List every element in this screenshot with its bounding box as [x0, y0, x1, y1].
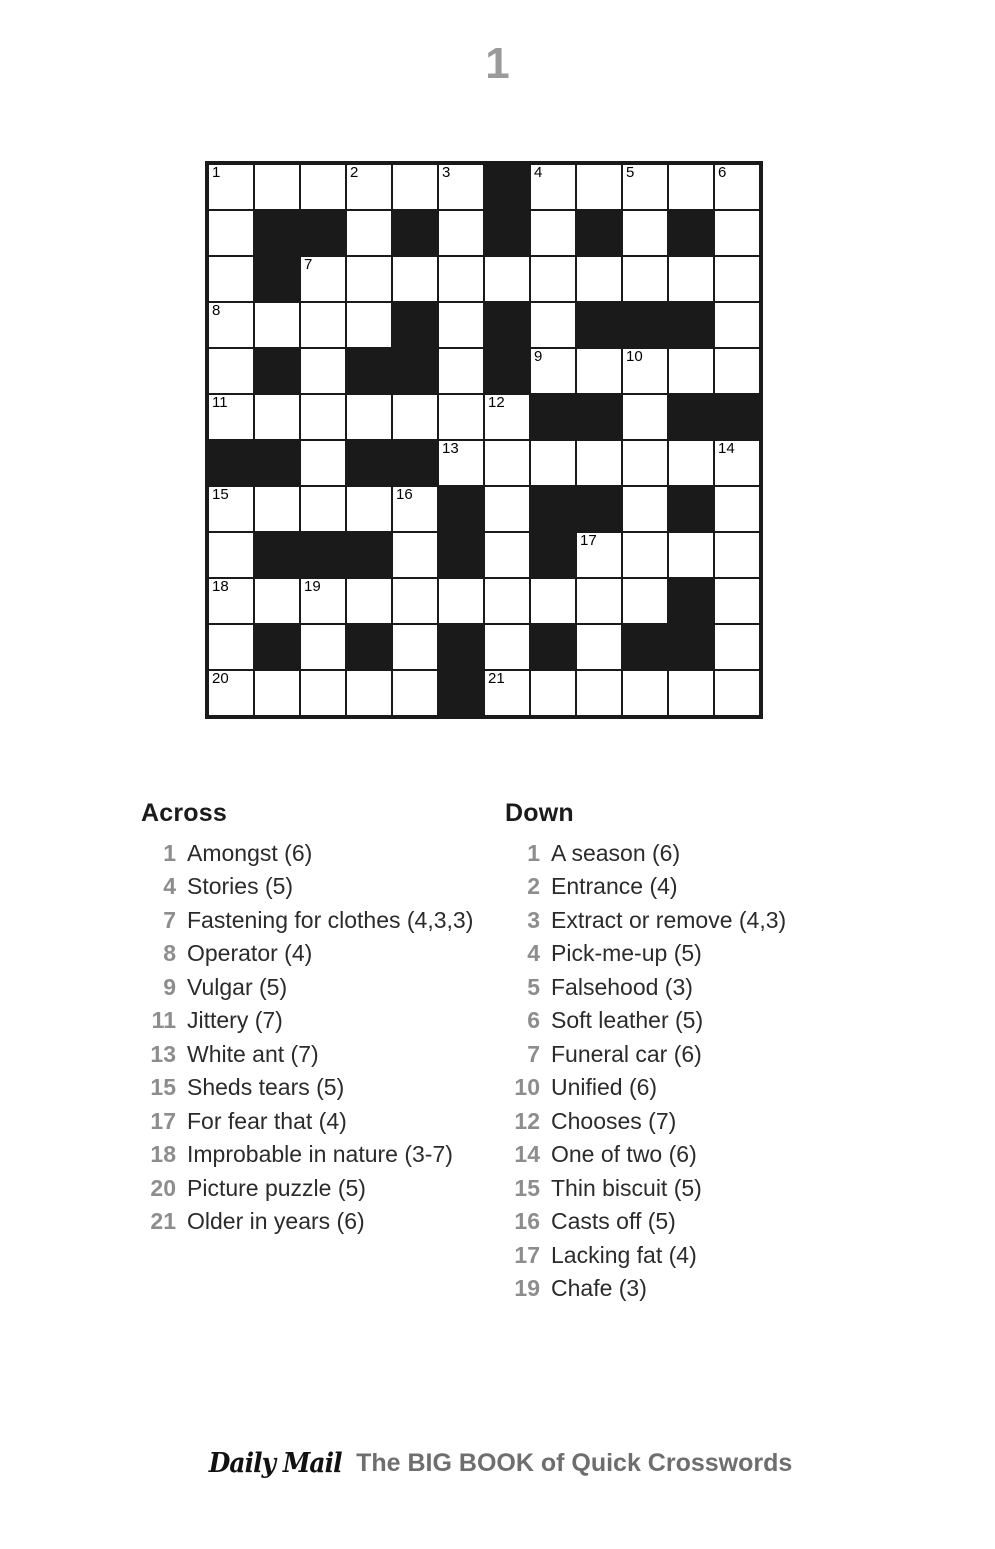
grid-letter-cell[interactable] [530, 440, 576, 486]
grid-cell-number: 17 [580, 532, 597, 549]
grid-block-cell [484, 210, 530, 256]
grid-letter-cell[interactable] [484, 532, 530, 578]
grid-letter-cell[interactable] [484, 440, 530, 486]
clue-item[interactable] [141, 937, 521, 971]
grid-letter-cell[interactable] [254, 578, 300, 624]
grid-letter-cell[interactable] [346, 578, 392, 624]
grid-letter-cell[interactable] [530, 670, 576, 717]
grid-letter-cell[interactable] [714, 256, 761, 302]
grid-letter-cell[interactable] [714, 670, 761, 717]
grid-block-cell [207, 440, 254, 486]
clue-number: 4 [527, 940, 540, 966]
grid-block-cell [530, 394, 576, 440]
grid-letter-cell[interactable] [622, 670, 668, 717]
grid-block-cell [392, 302, 438, 348]
across-clues-column [141, 800, 521, 1239]
grid-letter-cell[interactable] [254, 670, 300, 717]
grid-cell-number: 18 [212, 578, 229, 595]
grid-cell-number: 15 [212, 486, 229, 503]
clue-number: 15 [150, 1074, 176, 1100]
grid-cell-number: 21 [488, 670, 505, 687]
clue-number: 8 [163, 940, 176, 966]
grid-block-cell [530, 624, 576, 670]
grid-block-cell [438, 532, 484, 578]
crossword-row [207, 394, 761, 440]
grid-block-cell [346, 532, 392, 578]
clue-text: Jittery (7) [187, 1007, 283, 1033]
crossword-row [207, 532, 761, 578]
grid-block-cell [438, 486, 484, 532]
grid-letter-cell[interactable] [530, 578, 576, 624]
clue-item[interactable] [141, 1038, 521, 1072]
grid-letter-cell[interactable] [714, 532, 761, 578]
grid-letter-cell[interactable] [392, 486, 438, 532]
grid-letter-cell[interactable] [207, 256, 254, 302]
grid-letter-cell[interactable] [392, 394, 438, 440]
grid-letter-cell[interactable] [346, 302, 392, 348]
grid-block-cell [346, 348, 392, 394]
grid-block-cell [668, 394, 714, 440]
grid-cell-number: 16 [396, 486, 413, 503]
grid-letter-cell[interactable] [207, 486, 254, 532]
crossword-row [207, 302, 761, 348]
grid-letter-cell[interactable] [300, 302, 346, 348]
grid-cell-number: 6 [718, 164, 727, 181]
grid-block-cell [576, 302, 622, 348]
clue-number: 17 [514, 1241, 540, 1268]
grid-letter-cell[interactable] [392, 163, 438, 210]
page-title: 1 [485, 39, 510, 88]
clue-text: Fastening for clothes (4,3,3) [187, 906, 474, 933]
grid-letter-cell[interactable] [438, 302, 484, 348]
clue-number: 12 [514, 1107, 540, 1134]
clue-text: Stories (5) [187, 873, 294, 899]
grid-letter-cell[interactable] [207, 302, 254, 348]
grid-letter-cell[interactable] [714, 440, 761, 486]
crossword-grid-body [207, 163, 761, 717]
grid-letter-cell[interactable] [714, 624, 761, 670]
clue-text: Falsehood (3) [551, 973, 693, 1000]
clue-item[interactable] [505, 1004, 885, 1038]
grid-block-cell [254, 532, 300, 578]
grid-cell-number: 19 [304, 578, 321, 595]
clue-text: Funeral car (6) [551, 1040, 702, 1067]
clue-item[interactable] [141, 1205, 521, 1239]
grid-letter-cell[interactable] [254, 163, 300, 210]
grid-letter-cell[interactable] [530, 302, 576, 348]
clue-item[interactable] [505, 904, 885, 938]
book-title: The BIG BOOK of Quick Crosswords [356, 1449, 793, 1477]
clue-text: Older in years (6) [187, 1208, 365, 1234]
clue-text: A season (6) [551, 839, 681, 866]
grid-block-cell [254, 440, 300, 486]
clue-item[interactable] [505, 1138, 885, 1172]
crossword-row [207, 670, 761, 717]
clue-item[interactable] [505, 1172, 885, 1206]
grid-letter-cell[interactable] [714, 210, 761, 256]
grid-letter-cell[interactable] [438, 578, 484, 624]
grid-letter-cell[interactable] [484, 670, 530, 717]
grid-letter-cell[interactable] [300, 440, 346, 486]
grid-letter-cell[interactable] [714, 302, 761, 348]
grid-block-cell [668, 486, 714, 532]
grid-letter-cell[interactable] [484, 256, 530, 302]
grid-block-cell [438, 624, 484, 670]
grid-letter-cell[interactable] [576, 256, 622, 302]
grid-block-cell [300, 210, 346, 256]
grid-letter-cell[interactable] [438, 440, 484, 486]
grid-block-cell [438, 670, 484, 717]
grid-letter-cell[interactable] [576, 348, 622, 394]
grid-letter-cell[interactable] [576, 532, 622, 578]
crossword-row [207, 210, 761, 256]
clue-item[interactable] [141, 904, 521, 938]
grid-letter-cell[interactable] [254, 394, 300, 440]
grid-letter-cell[interactable] [530, 163, 576, 210]
grid-block-cell [668, 210, 714, 256]
down-clue-list [505, 837, 885, 1306]
grid-letter-cell[interactable] [622, 210, 668, 256]
grid-block-cell [576, 394, 622, 440]
grid-block-cell [622, 302, 668, 348]
crossword-row [207, 578, 761, 624]
grid-letter-cell[interactable] [207, 348, 254, 394]
grid-letter-cell[interactable] [300, 578, 346, 624]
grid-block-cell [254, 256, 300, 302]
grid-letter-cell[interactable] [438, 163, 484, 210]
grid-letter-cell[interactable] [668, 670, 714, 717]
crossword-row [207, 163, 761, 210]
grid-letter-cell[interactable] [484, 394, 530, 440]
crossword-grid[interactable] [205, 161, 763, 719]
grid-letter-cell[interactable] [622, 348, 668, 394]
grid-block-cell [300, 532, 346, 578]
grid-letter-cell[interactable] [668, 532, 714, 578]
grid-letter-cell[interactable] [622, 578, 668, 624]
grid-block-cell [392, 440, 438, 486]
crossword-grid-container [205, 161, 763, 719]
grid-cell-number: 2 [350, 164, 359, 181]
grid-letter-cell[interactable] [622, 256, 668, 302]
grid-letter-cell[interactable] [484, 624, 530, 670]
clue-number: 1 [163, 839, 176, 866]
clue-text: Casts off (5) [551, 1208, 676, 1234]
clue-number: 19 [514, 1275, 540, 1301]
clue-number: 20 [150, 1174, 176, 1201]
grid-cell-number: 12 [488, 394, 505, 411]
clue-text: Sheds tears (5) [187, 1074, 345, 1100]
clue-number: 7 [163, 906, 176, 933]
grid-letter-cell[interactable] [392, 578, 438, 624]
clue-item[interactable] [141, 1071, 521, 1105]
grid-cell-number: 10 [626, 348, 643, 365]
across-clue-list [141, 837, 521, 1239]
grid-block-cell [484, 163, 530, 210]
clue-item[interactable] [505, 837, 885, 871]
grid-letter-cell[interactable] [668, 348, 714, 394]
grid-block-cell [668, 624, 714, 670]
clue-item[interactable] [141, 870, 521, 904]
grid-cell-number: 14 [718, 440, 735, 457]
clue-item[interactable] [505, 971, 885, 1005]
grid-block-cell [346, 624, 392, 670]
grid-letter-cell[interactable] [207, 670, 254, 717]
grid-letter-cell[interactable] [392, 670, 438, 717]
grid-letter-cell[interactable] [346, 486, 392, 532]
clue-item[interactable] [505, 1239, 885, 1273]
clue-text: White ant (7) [187, 1040, 319, 1067]
grid-letter-cell[interactable] [714, 486, 761, 532]
clue-text: Entrance (4) [551, 873, 678, 899]
grid-block-cell [668, 578, 714, 624]
grid-cell-number: 13 [442, 440, 459, 457]
clue-number: 17 [150, 1107, 176, 1134]
grid-letter-cell[interactable] [300, 394, 346, 440]
grid-letter-cell[interactable] [346, 394, 392, 440]
grid-letter-cell[interactable] [438, 210, 484, 256]
grid-letter-cell[interactable] [346, 256, 392, 302]
grid-letter-cell[interactable] [484, 578, 530, 624]
clue-text: Picture puzzle (5) [187, 1174, 366, 1201]
grid-block-cell [392, 348, 438, 394]
clue-item[interactable] [505, 1205, 885, 1239]
grid-letter-cell[interactable] [622, 163, 668, 210]
clue-text: Thin biscuit (5) [551, 1174, 702, 1201]
grid-block-cell [484, 302, 530, 348]
crossword-row [207, 256, 761, 302]
grid-letter-cell[interactable] [207, 624, 254, 670]
grid-cell-number: 9 [534, 348, 543, 365]
grid-block-cell [576, 486, 622, 532]
grid-letter-cell[interactable] [346, 210, 392, 256]
crossword-row [207, 440, 761, 486]
grid-letter-cell[interactable] [576, 670, 622, 717]
grid-letter-cell[interactable] [438, 394, 484, 440]
grid-block-cell [254, 348, 300, 394]
grid-letter-cell[interactable] [668, 440, 714, 486]
grid-block-cell [484, 348, 530, 394]
grid-letter-cell[interactable] [392, 532, 438, 578]
down-heading: Down [505, 799, 574, 827]
clue-item[interactable] [141, 1004, 521, 1038]
clue-text: Extract or remove (4,3) [551, 906, 787, 933]
grid-letter-cell[interactable] [300, 486, 346, 532]
grid-letter-cell[interactable] [207, 532, 254, 578]
clue-text: One of two (6) [551, 1141, 697, 1167]
clue-number: 7 [527, 1040, 540, 1067]
grid-letter-cell[interactable] [576, 440, 622, 486]
clue-item[interactable] [141, 837, 521, 871]
grid-letter-cell[interactable] [254, 486, 300, 532]
clue-text: Amongst (6) [187, 839, 313, 866]
clue-number: 21 [150, 1208, 176, 1234]
clue-number: 10 [514, 1074, 540, 1100]
down-clues-column [505, 800, 885, 1306]
grid-letter-cell[interactable] [668, 163, 714, 210]
grid-cell-number: 1 [212, 164, 221, 181]
grid-letter-cell[interactable] [668, 256, 714, 302]
grid-letter-cell[interactable] [346, 670, 392, 717]
clues-section [0, 800, 995, 1320]
clue-item[interactable] [505, 1071, 885, 1105]
grid-letter-cell[interactable] [207, 578, 254, 624]
grid-letter-cell[interactable] [300, 163, 346, 210]
grid-letter-cell[interactable] [346, 163, 392, 210]
grid-letter-cell[interactable] [207, 394, 254, 440]
grid-letter-cell[interactable] [438, 256, 484, 302]
grid-letter-cell[interactable] [530, 256, 576, 302]
clue-number: 1 [527, 839, 540, 866]
clue-number: 3 [527, 906, 540, 933]
crossword-row [207, 348, 761, 394]
grid-letter-cell[interactable] [714, 163, 761, 210]
clue-number: 18 [150, 1141, 176, 1167]
grid-block-cell [254, 624, 300, 670]
across-heading: Across [141, 799, 227, 827]
grid-block-cell [714, 394, 761, 440]
clue-item[interactable] [141, 1172, 521, 1206]
grid-block-cell [392, 210, 438, 256]
clue-item[interactable] [505, 1105, 885, 1139]
grid-cell-number: 7 [304, 256, 313, 273]
clue-item[interactable] [505, 870, 885, 904]
grid-block-cell [622, 624, 668, 670]
clue-text: Improbable in nature (3-7) [187, 1141, 453, 1167]
clue-text: Soft leather (5) [551, 1007, 704, 1033]
grid-cell-number: 20 [212, 670, 229, 687]
grid-block-cell [346, 440, 392, 486]
grid-letter-cell[interactable] [530, 210, 576, 256]
grid-letter-cell[interactable] [714, 578, 761, 624]
grid-letter-cell[interactable] [300, 256, 346, 302]
clue-number: 14 [514, 1141, 540, 1167]
grid-letter-cell[interactable] [576, 578, 622, 624]
clue-number: 5 [527, 973, 540, 1000]
clue-item[interactable] [505, 937, 885, 971]
grid-letter-cell[interactable] [622, 532, 668, 578]
grid-letter-cell[interactable] [484, 486, 530, 532]
grid-block-cell [530, 486, 576, 532]
clue-item[interactable] [505, 1038, 885, 1072]
clue-item[interactable] [141, 1105, 521, 1139]
grid-cell-number: 5 [626, 164, 635, 181]
clue-text: Lacking fat (4) [551, 1241, 697, 1268]
clue-number: 13 [150, 1040, 176, 1067]
grid-letter-cell[interactable] [622, 440, 668, 486]
grid-block-cell [530, 532, 576, 578]
grid-letter-cell[interactable] [300, 348, 346, 394]
page-footer [0, 1448, 995, 1479]
clue-text: Chafe (3) [551, 1275, 647, 1301]
grid-cell-number: 8 [212, 302, 221, 319]
crossword-row [207, 486, 761, 532]
clue-number: 16 [514, 1208, 540, 1234]
grid-letter-cell[interactable] [622, 394, 668, 440]
grid-letter-cell[interactable] [576, 163, 622, 210]
grid-letter-cell[interactable] [392, 256, 438, 302]
grid-block-cell [576, 210, 622, 256]
grid-letter-cell[interactable] [438, 348, 484, 394]
grid-cell-number: 3 [442, 164, 451, 181]
grid-letter-cell[interactable] [254, 302, 300, 348]
clue-text: For fear that (4) [187, 1107, 347, 1134]
grid-block-cell [668, 302, 714, 348]
clue-number: 9 [163, 973, 176, 1000]
clue-number: 2 [527, 873, 540, 899]
clue-text: Operator (4) [187, 940, 313, 966]
clue-item[interactable] [141, 1138, 521, 1172]
clue-item[interactable] [505, 1272, 885, 1306]
grid-letter-cell[interactable] [530, 348, 576, 394]
grid-cell-number: 11 [212, 394, 228, 411]
clue-text: Chooses (7) [551, 1107, 677, 1134]
grid-letter-cell[interactable] [300, 670, 346, 717]
grid-block-cell [254, 210, 300, 256]
crossword-row [207, 624, 761, 670]
grid-cell-number: 4 [534, 164, 543, 181]
grid-letter-cell[interactable] [207, 163, 254, 210]
clue-number: 15 [514, 1174, 540, 1201]
grid-letter-cell[interactable] [207, 210, 254, 256]
clue-number: 11 [151, 1007, 176, 1033]
daily-mail-masthead: Daily Mail [208, 1448, 342, 1479]
clue-text: Pick-me-up (5) [551, 940, 702, 966]
grid-letter-cell[interactable] [622, 486, 668, 532]
clue-item[interactable] [141, 971, 521, 1005]
clue-text: Unified (6) [551, 1074, 658, 1100]
grid-letter-cell[interactable] [300, 624, 346, 670]
clue-text: Vulgar (5) [187, 973, 288, 1000]
clue-number: 4 [163, 873, 176, 899]
grid-letter-cell[interactable] [392, 624, 438, 670]
grid-letter-cell[interactable] [714, 348, 761, 394]
grid-letter-cell[interactable] [576, 624, 622, 670]
clue-number: 6 [527, 1007, 540, 1033]
